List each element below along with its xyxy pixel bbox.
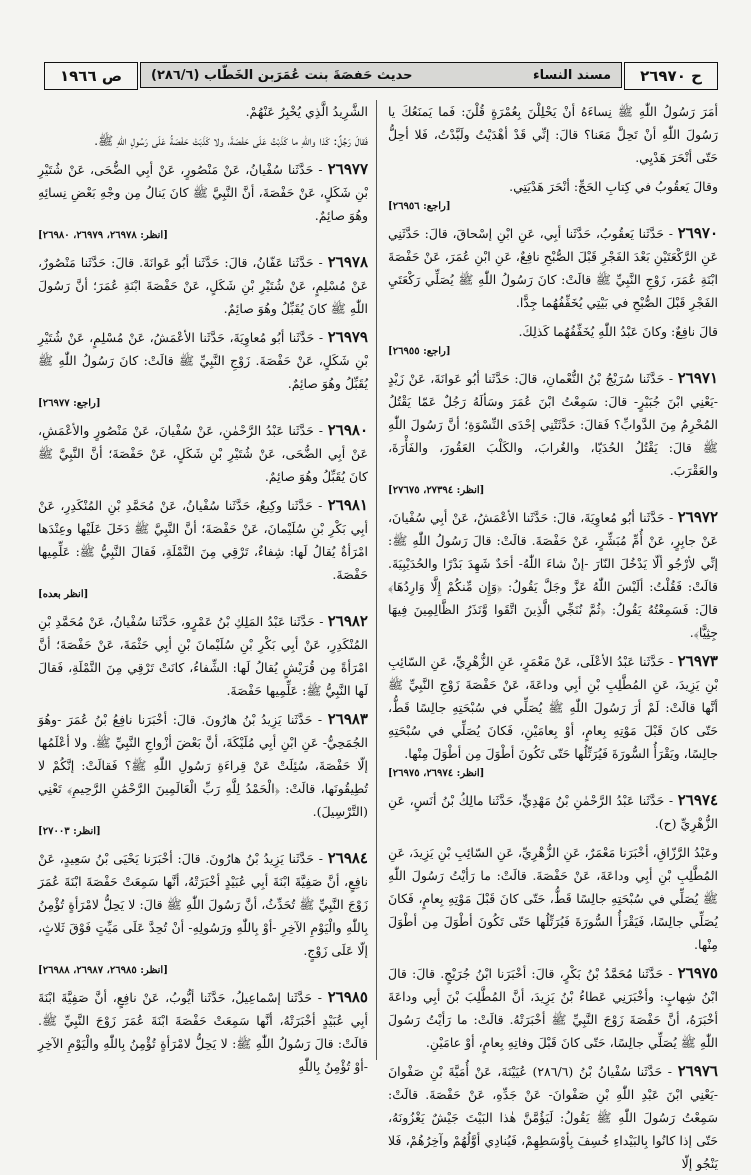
hadith-entry	[388, 841, 718, 956]
hadith-number: ٢٦٩٧٤	[677, 791, 719, 809]
hadith-number: ٢٦٩٨١	[327, 496, 368, 514]
cross-reference: [راجع: ٢٦٩٥٦]	[388, 201, 451, 212]
hadith-number: ٢٦٩٧٨	[327, 253, 369, 271]
hadith-text: حَدَّثَنا عَفّانُ، قالَ: حَدَّثَنا أبُو عَوانَةَ. قالَ: حَدَّثَنا مَنْصُورٌ، عَنْ مُسْلِمٍ، عَنْ شُتَيْرِ بْنِ شَكَلٍ، عَنْ حَفْصَةَ ابْنَةِ عُمَرَ؛ أنَّ رَسُولَ اللّٰهِ ﷺ كانَ يُقَبِّلُ وهُوَ صائِمٌ.	[38, 255, 368, 316]
hadith-text: حَدَّثَنا أبُو مُعاوِيَةَ، حَدَّثَنا الأعْمَشُ، عَنْ مُسْلِمٍ، عَنْ شُتَيْرِ بْنِ شَكَلٍ، عَنْ حَفْصَةَ. زَوْجِ النَّبِيِّ ﷺ قالَتْ: كانَ رَسُولُ اللّٰهِ ﷺ يُقَبِّلُ وهُوَ صائِمٌ.	[38, 330, 368, 391]
hadith-text: حَدَّثَنا عَبْدُ المَلِكِ بْنُ عَمْرٍو، حَدَّثَنا سُفْيانُ، عَنْ مُحَمَّدِ بْنِ المُنْكَدِرِ، عَنْ أبِي بَكْرِ بْنِ سُلَيْمانَ بْنِ أبِي حَثْمَةَ، عَنْ حَفْصَةَ؛ أنَّ امْرَأةً مِن قُرَيْشٍ يُقالُ لَها: الشِّفاءُ، كانَتْ تَرْقِي مِنَ النَّمْلَةِ، فَقالَ لَها النَّبِيُّ ﷺ: عَلِّمِيها حَفْصَةَ.	[38, 614, 368, 698]
hadith-entry: ٢٦٩٨٣ - حَدَّثَنا يَزِيدُ بْنُ هارُونَ. قالَ: أخْبَرَنا نافِعُ بْنُ عُمَرَ -وهُوَ الجُمَحِيُّ- عَنِ ابْنِ أبِي مُلَيْكَةَ، أنَّ بَعْضَ أزْواجِ النَّبِيِّ ﷺ. ولا أعْلَمُها إلّا حَفْصَةَ، سُئِلَتْ عَنْ قِراءَةِ رَسُولِ اللّٰهِ ﷺ؟ فَقالَتْ: إنَّكُمْ لا تُطِيقُونَها، قالَتْ: ﴿الْحَمْدُ لِلَّهِ رَبِّ الْعَالَمِينَ الرَّحْمَٰنِ الرَّحِيمِ﴾ تَعْنِي (التَّرْسِيلَ). [انظر: ٢٧٠٠٣]	[38, 708, 368, 841]
hadith-number: ٢٦٩٧٦	[677, 1062, 718, 1080]
left-column	[38, 100, 369, 1074]
hadith-text: حَدَّثَنا مُحَمَّدُ بْنُ بَكْرٍ، قالَ: أخْبَرَنا ابْنُ جُرَيْجٍ. قالَ: قالَ ابْنُ شِهابٍ: وأخْبَرَنِي عَطاءُ بْنُ يَزِيدَ، أنَّ المُطَّلِبَ بْنَ أبِي وداعَةَ أخْبَرَهُ، أنَّ حَفْصَةَ زَوْجَ النَّبِيِّ ﷺ أخْبَرَتْهُ. قالَتْ: ما رَأيْتُ رَسُولَ اللّٰهِ ﷺ يُصَلِّي جالِسًا، حَتّى كانَ قَبْلَ وفاتِهِ بِعامٍ، أوْ عامَيْنِ.	[388, 966, 718, 1050]
hadith-entry	[388, 175, 718, 216]
hadith-entry: ٢٦٩٧٧ - حَدَّثَنا سُفْيانُ، عَنْ مَنْصُورٍ، عَنْ أبِي الضُّحَى، عَنْ شُتَيْرِ بْنِ شَكَلٍ، عَنْ حَفْصَةَ، أنَّ النَّبِيَّ ﷺ كانَ يَنالُ مِن وجْهِ بَعْضِ نِسائِهِ وهُوَ صائِمٌ. [انظر: ٢٦٩٧٨، ٢٦٩٧٩، ٢٦٩٨٠]	[38, 158, 368, 245]
header-section: حديث حَفصَةَ بنت عُمَرَبن الخَطّاب (٢٨٦/٦)	[151, 67, 413, 83]
hadith-entry: ٢٦٩٧٢ - حَدَّثَنا أبُو مُعاوِيَةَ، قالَ: حَدَّثَنا الأعْمَشُ، عَنْ أبِي سُفْيانَ، عَنْ جابِرٍ، عَنْ أُمِّ مُبَشِّرٍ، عَنْ حَفْصَةَ. قالَتْ: قالَ رَسُولُ اللّٰهِ ﷺ: إنِّي لأرْجُو ألّا يَدْخُلَ النّارَ -إنْ شاءَ اللّٰهُ- أحَدٌ شَهِدَ بَدْرًا والحُدَيْبِيَةَ. قالَتْ: فَقُلْتُ: ألَيْسَ اللّٰهُ عَزَّ وجَلَّ يَقُولُ: ﴿وَإِن مِّنكُمْ إِلَّا وَارِدُهَا﴾ قالَ: فَسَمِعْتُهُ يَقُولُ: ﴿ثُمَّ نُنَجِّي الَّذِينَ اتَّقَوا وَّنَذَرُ الظَّالِمِينَ فِيهَا جِثِيًّا﴾.	[388, 508, 719, 640]
hadith-text: حَدَّثَنا عَبْدُ الرَّحْمٰنِ، عَنْ سُفْيانَ، عَنْ مَنْصُورٍ والأعْمَشِ، عَنْ أبِي الضُّحَى، عَنْ شُتَيْرِ بْنِ شَكَلٍ، عَنْ حَفْصَةَ؛ أنَّ النَّبِيَّ ﷺ كانَ يُقَبِّلُ وهُوَ صائِمٌ.	[38, 423, 368, 484]
header-hadith-number: ح ٢٦٩٧٠	[624, 62, 718, 90]
hadith-entry: ٢٦٩٨٤ - حَدَّثَنا يَزِيدُ بْنُ هارُونَ. قالَ: أخْبَرَنا يَحْيَى بْنُ سَعِيدٍ، عَنْ نافِعٍ، أنَّ صَفِيَّةَ ابْنَةَ أبِي عُبَيْدٍ أخْبَرَتْهُ، أنَّها سَمِعَتْ حَفْصَةَ ابْنَةَ عُمَرَ زَوْجَ النَّبِيِّ ﷺ تُحَدِّثُ، أنَّ رَسُولَ اللّٰهِ ﷺ قالَ: لا يَحِلُّ لامْرَأةٍ تُؤْمِنُ بِاللّٰهِ والْيَوْمِ الآخِرِ -أوْ بِاللّٰهِ ورَسُولِهِ- أنْ تُحِدَّ عَلَى مَيِّتٍ فَوْقَ ثَلاثٍ، إلّا عَلَى زَوْجٍ. [انظر: ٢٦٩٨٥، ٢٦٩٨٧، ٢٦٩٨٨]	[38, 847, 368, 980]
cross-reference: [انظر: ٢٦٩٨٥، ٢٦٩٨٧، ٢٦٩٨٨]	[38, 965, 168, 976]
hadith-text: فَقالَ رَجُلٌ: كَذا واللّٰهِ ما كَذَبْتُ عَلَى حَفْصَةَ، ولا كَذَبَتْ حَفْصَةُ عَلَى رَسُولِ اللّٰهِ ﷺ.	[94, 133, 368, 148]
column-divider	[376, 100, 377, 1060]
hadith-number: ٢٦٩٨٤	[327, 849, 368, 867]
hadith-text: حَدَّثَنا عَبْدُ الأعْلَى، عَنْ مَعْمَرٍ، عَنِ الزُّهْرِيِّ، عَنِ السّائِبِ بْنِ يَزِيدَ، عَنِ المُطَّلِبِ بْنِ أبِي وداعَةَ، عَنْ حَفْصَةَ زَوْجِ النَّبِيِّ ﷺ أنَّها قالَتْ: لَمْ أرَ رَسُولَ اللّٰهِ ﷺ يُصَلِّي في سُبْحَتِهِ جالِسًا قَطُّ، حَتّى كانَ قَبْلَ مَوْتِهِ بِعامٍ، أوْ بِعامَيْنِ، فَكانَ يُصَلِّي في سُبْحَتِهِ جالِسًا، ويَقْرَأُ السُّورَةَ فَيُرَتِّلُها حَتّى تَكُونَ أطْوَلَ مِن أطْوَلَ مِنْها.	[388, 654, 718, 761]
hadith-number: ٢٦٩٧١	[677, 369, 719, 387]
hadith-entry: ٢٦٩٧٠ - حَدَّثَنا يَعقُوبُ، حَدَّثَنا أبِي، عَنِ ابْنِ إسْحاقَ، قالَ: حَدَّثَنِي عَنِ الرَّكْعَتَيْنِ بَعْدَ الفَجْرِ قَبْلَ الصُّبْحِ نافِعٌ، عَنِ ابْنِ عُمَرَ، عَنْ حَفْصَةَ ابْنَةِ عُمَرَ، زَوْجِ النَّبِيِّ ﷺ قالَتْ: كانَ رَسُولُ اللّٰهِ ﷺ يُصَلِّي رَكْعَتَيِ الفَجْرِ قَبْلَ الصُّبْحِ في بَيْتِي يُخَفِّفُهُما جِدًّا.	[388, 224, 719, 310]
hadith-entry	[38, 100, 368, 123]
hadith-entry	[38, 129, 368, 152]
hadith-number: ٢٦٩٧٢	[677, 508, 719, 526]
hadith-entry: ٢٦٩٨٢ - حَدَّثَنا عَبْدُ المَلِكِ بْنُ عَمْرٍو، حَدَّثَنا سُفْيانُ، عَنْ مُحَمَّدِ بْنِ المُنْكَدِرِ، عَنْ أبِي بَكْرِ بْنِ سُلَيْمانَ بْنِ أبِي حَثْمَةَ، عَنْ حَفْصَةَ؛ أنَّ امْرَأةً مِن قُرَيْشٍ يُقالُ لَها: الشِّفاءُ، كانَتْ تَرْقِي مِنَ النَّمْلَةِ، فَقالَ لَها النَّبِيُّ ﷺ: عَلِّمِيها حَفْصَةَ.	[38, 612, 368, 698]
hadith-number: ٢٦٩٧٥	[677, 964, 718, 982]
cross-reference: [انظر: ٢٧٣٩٤، ٢٧٦٧٥]	[388, 485, 485, 496]
hadith-number: ٢٦٩٧٠	[677, 224, 719, 242]
hadith-entry: ٢٦٩٧٨ - حَدَّثَنا عَفّانُ، قالَ: حَدَّثَنا أبُو عَوانَةَ. قالَ: حَدَّثَنا مَنْصُورٌ، عَنْ مُسْلِمٍ، عَنْ شُتَيْرِ بْنِ شَكَلٍ، عَنْ حَفْصَةَ ابْنَةِ عُمَرَ؛ أنَّ رَسُولَ اللّٰهِ ﷺ كانَ يُقَبِّلُ وهُوَ صائِمٌ.	[38, 253, 369, 316]
cross-reference: [انظر: ٢٦٩٧٤، ٢٦٩٧٥]	[388, 768, 485, 779]
hadith-entry: ٢٦٩٧١ - حَدَّثَنا سُرَيْجُ بْنُ النُّعْمانِ، قالَ: حَدَّثَنا أبُو عَوانَةَ، عَنْ زَيْدٍ -يَعْنِي ابْنَ جُبَيْرٍ- قالَ: سَمِعْتُ ابْنَ عُمَرَ وسَألَهُ رَجُلٌ عَمّا يَقْتُلُ المُحْرِمُ مِنَ الدَّوابِّ؟ فَقالَ: حَدَّثَتْنِي إحْدَى النِّسْوَةِ؛ أنَّ رَسُولَ اللّٰهِ ﷺ قالَ: يَقْتُلُ الحُدَيّا، والغُرابَ، والكَلْبَ العَقُورَ، والفَأْرَةَ، والعَقْرَبَ. [انظر: ٢٧٣٩٤، ٢٧٦٧٥]	[388, 367, 718, 500]
hadith-text: حَدَّثَنا إسْماعِيلُ، حَدَّثَنا أيُّوبُ، عَنْ نافِعٍ، أنَّ صَفِيَّةَ ابْنَةَ أبِي عُبَيْدٍ أخْبَرَتْهُ، أنَّها سَمِعَتْ حَفْصَةَ ابْنَةَ عُمَرَ زَوْجَ النَّبِيِّ ﷺ. قالَتْ: قالَ رَسُولُ اللّٰهِ ﷺ: لا يَحِلُّ لامْرَأةٍ تُؤْمِنُ بِاللّٰهِ والْيَوْمِ الآخِرِ -أوْ تُؤْمِنُ بِاللّٰهِ	[38, 990, 368, 1074]
hadith-number: ٢٦٩٧٧	[327, 160, 369, 178]
hadith-number: ٢٦٩٨٣	[327, 710, 368, 728]
hadith-entry: ٢٦٩٧٤ - حَدَّثَنا عَبْدُ الرَّحْمٰنِ بْنُ مَهْدِيٍّ، حَدَّثَنا مالِكُ بْنُ أنَسٍ، عَنِ الزُّهْرِيِّ (ح).	[388, 791, 719, 831]
header-book: مسند النساء	[532, 67, 611, 83]
right-column	[388, 100, 719, 1171]
hadith-entry: ٢٦٩٧٩ - حَدَّثَنا أبُو مُعاوِيَةَ، حَدَّثَنا الأعْمَشُ، عَنْ مُسْلِمٍ، عَنْ شُتَيْرِ بْنِ شَكَلٍ، عَنْ حَفْصَةَ. زَوْجِ النَّبِيِّ ﷺ قالَتْ: كانَ رَسُولُ اللّٰهِ ﷺ يُقَبِّلُ وهُوَ صائِمٌ. [راجع: ٢٦٩٧٧]	[38, 326, 368, 413]
cross-reference: [انظر بعده]	[38, 589, 89, 600]
hadith-number: ٢٦٩٨٢	[327, 612, 368, 630]
hadith-text: وقالَ يَعقُوبُ في كِتابِ الحَجِّ: أنْحَرَ هَدْيَتِي.	[509, 179, 718, 194]
hadith-number: ٢٦٩٨٠	[327, 421, 369, 439]
cross-reference: [انظر: ٢٦٩٧٨، ٢٦٩٧٩، ٢٦٩٨٠]	[38, 230, 168, 241]
cross-reference: [انظر: ٢٧٠٠٣]	[38, 826, 101, 837]
hadith-text: حَدَّثَنا عَبْدُ الرَّحْمٰنِ بْنُ مَهْدِيٍّ، حَدَّثَنا مالِكُ بْنُ أنَسٍ، عَنِ الزُّهْرِيِّ (ح).	[388, 793, 718, 831]
hadith-entry	[388, 100, 718, 169]
header-page-number: ص ١٩٦٦	[44, 62, 138, 90]
hadith-text: الشَّرِيدُ الَّذِي يُخْبِرُ عَنْهُمْ.	[245, 104, 368, 119]
hadith-text: حَدَّثَنا سُفْيانُ، عَنْ مَنْصُورٍ، عَنْ أبِي الضُّحَى، عَنْ شُتَيْرِ بْنِ شَكَلٍ، عَنْ حَفْصَةَ، أنَّ النَّبِيَّ ﷺ كانَ يَنالُ مِن وجْهِ بَعْضِ نِسائِهِ وهُوَ صائِمٌ.	[38, 162, 368, 223]
hadith-entry: ٢٦٩٨٥ - حَدَّثَنا إسْماعِيلُ، حَدَّثَنا أيُّوبُ، عَنْ نافِعٍ، أنَّ صَفِيَّةَ ابْنَةَ أبِي عُبَيْدٍ أخْبَرَتْهُ، أنَّها سَمِعَتْ حَفْصَةَ ابْنَةَ عُمَرَ زَوْجَ النَّبِيِّ ﷺ. قالَتْ: قالَ رَسُولُ اللّٰهِ ﷺ: لا يَحِلُّ لامْرَأةٍ تُؤْمِنُ بِاللّٰهِ والْيَوْمِ الآخِرِ -أوْ تُؤْمِنُ بِاللّٰهِ	[38, 988, 368, 1074]
header-title-bar	[140, 62, 622, 88]
hadith-text: حَدَّثَنا يَزِيدُ بْنُ هارُونَ. قالَ: أخْبَرَنا نافِعُ بْنُ عُمَرَ -وهُوَ الجُمَحِيُّ- عَنِ ابْنِ أبِي مُلَيْكَةَ، أنَّ بَعْضَ أزْواجِ النَّبِيِّ ﷺ. ولا أعْلَمُها إلّا حَفْصَةَ، سُئِلَتْ عَنْ قِراءَةِ رَسُولِ اللّٰهِ ﷺ؟ فَقالَتْ: إنَّكُمْ لا تُطِيقُونَها، قالَتْ: ﴿الْحَمْدُ لِلَّهِ رَبِّ الْعَالَمِينَ الرَّحْمَٰنِ الرَّحِيمِ﴾ تَعْنِي (التَّرْسِيلَ).	[38, 712, 368, 819]
header-volume-ref: (٢٨٦/٦)	[151, 67, 200, 83]
hadith-entry: ٢٦٩٧٣ - حَدَّثَنا عَبْدُ الأعْلَى، عَنْ مَعْمَرٍ، عَنِ الزُّهْرِيِّ، عَنِ السّائِبِ بْنِ يَزِيدَ، عَنِ المُطَّلِبِ بْنِ أبِي وداعَةَ، عَنْ حَفْصَةَ زَوْجِ النَّبِيِّ ﷺ أنَّها قالَتْ: لَمْ أرَ رَسُولَ اللّٰهِ ﷺ يُصَلِّي في سُبْحَتِهِ جالِسًا قَطُّ، حَتّى كانَ قَبْلَ مَوْتِهِ بِعامٍ، أوْ بِعامَيْنِ، فَكانَ يُصَلِّي في سُبْحَتِهِ جالِسًا، ويَقْرَأُ السُّورَةَ فَيُرَتِّلُها حَتّى تَكُونَ أطْوَلَ مِن أطْوَلَ مِنْها. [انظر: ٢٦٩٧٤، ٢٦٩٧٥]	[388, 650, 718, 783]
hadith-entry: ٢٦٩٧٦ - حَدَّثَنا سُفْيانُ بْنُ (٢٨٦/٦) عُيَيْنَةَ، عَنْ أُمَيَّةَ بْنِ صَفْوانَ -يَعْنِي ابْنَ عَبْدِ اللّٰهِ بْنِ صَفْوانَ- عَنْ جَدِّهِ، عَنْ حَفْصَةَ. قالَتْ: سَمِعْتُ رَسُولَ اللّٰهِ ﷺ يَقُولُ: لَيَؤُمَّنَّ هٰذا البَيْتَ جَيْشٌ يَغْزُونَهُ، حَتّى إذا كانُوا بِالبَيْداءِ خُسِفَ بِأوْسَطِهِمْ، فَيُنادِي أوَّلُهُمْ وآخِرُهُمْ، فَلا يَنْجُو إلّا	[388, 1062, 718, 1171]
hadith-text: حَدَّثَنا أبُو مُعاوِيَةَ، قالَ: حَدَّثَنا الأعْمَشُ، عَنْ أبِي سُفْيانَ، عَنْ جابِرٍ، عَنْ أُمِّ مُبَشِّرٍ، عَنْ حَفْصَةَ. قالَتْ: قالَ رَسُولُ اللّٰهِ ﷺ: إنِّي لأرْجُو ألّا يَدْخُلَ النّارَ -إنْ شاءَ اللّٰهُ- أحَدٌ شَهِدَ بَدْرًا والحُدَيْبِيَةَ. قالَتْ: فَقُلْتُ: ألَيْسَ اللّٰهُ عَزَّ وجَلَّ يَقُولُ: ﴿وَإِن مِّنكُمْ إِلَّا وَارِدُهَا﴾ قالَ: فَسَمِعْتُهُ يَقُولُ: ﴿ثُمَّ نُنَجِّي الَّذِينَ اتَّقَوا وَّنَذَرُ الظَّالِمِينَ فِيهَا جِثِيًّا﴾.	[388, 510, 718, 640]
hadith-text: حَدَّثَنا وكِيعٌ، حَدَّثَنا سُفْيانُ، عَنْ مُحَمَّدِ بْنِ المُنْكَدِرِ، عَنْ أبِي بَكْرِ بْنِ سُلَيْمانَ، عَنْ حَفْصَةَ؛ أنَّ النَّبِيَّ ﷺ دَخَلَ عَلَيْها وعِنْدَها امْرَأةٌ يُقالُ لَها: شِفاءٌ، تَرْقِي مِنَ النَّمْلَةِ، فَقالَ النَّبِيُّ ﷺ: عَلِّمِيها حَفْصَةَ.	[38, 498, 368, 582]
hadith-text: قالَ نافِعٌ: وكانَ عَبْدُ اللّٰهِ يُخَفِّفُهُما كَذلِكَ.	[518, 324, 718, 339]
hadith-text: حَدَّثَنا سُرَيْجُ بْنُ النُّعْمانِ، قالَ: حَدَّثَنا أبُو عَوانَةَ، عَنْ زَيْدٍ -يَعْنِي ابْنَ جُبَيْرٍ- قالَ: سَمِعْتُ ابْنَ عُمَرَ وسَألَهُ رَجُلٌ عَمّا يَقْتُلُ المُحْرِمُ مِنَ الدَّوابِّ؟ فَقالَ: حَدَّثَتْنِي إحْدَى النِّسْوَةِ؛ أنَّ رَسُولَ اللّٰهِ ﷺ قالَ: يَقْتُلُ الحُدَيّا، والغُرابَ، والكَلْبَ العَقُورَ، والفَأْرَةَ، والعَقْرَبَ.	[388, 371, 718, 478]
hadith-text: حَدَّثَنا سُفْيانُ بْنُ (٢٨٦/٦) عُيَيْنَةَ، عَنْ أُمَيَّةَ بْنِ صَفْوانَ -يَعْنِي ابْنَ عَبْدِ اللّٰهِ بْنِ صَفْوانَ- عَنْ جَدِّهِ، عَنْ حَفْصَةَ. قالَتْ: سَمِعْتُ رَسُولَ اللّٰهِ ﷺ يَقُولُ: لَيَؤُمَّنَّ هٰذا البَيْتَ جَيْشٌ يَغْزُونَهُ، حَتّى إذا كانُوا بِالبَيْداءِ خُسِفَ بِأوْسَطِهِمْ، فَيُنادِي أوَّلُهُمْ وآخِرُهُمْ، فَلا يَنْجُو إلّا	[388, 1064, 718, 1171]
page-header	[44, 58, 718, 92]
hadith-entry: ٢٦٩٨١ - حَدَّثَنا وكِيعٌ، حَدَّثَنا سُفْيانُ، عَنْ مُحَمَّدِ بْنِ المُنْكَدِرِ، عَنْ أبِي بَكْرِ بْنِ سُلَيْمانَ، عَنْ حَفْصَةَ؛ أنَّ النَّبِيَّ ﷺ دَخَلَ عَلَيْها وعِنْدَها امْرَأةٌ يُقالُ لَها: شِفاءٌ، تَرْقِي مِنَ النَّمْلَةِ، فَقالَ النَّبِيُّ ﷺ: عَلِّمِيها حَفْصَةَ. [انظر بعده]	[38, 494, 368, 604]
hadith-text: حَدَّثَنا يَعقُوبُ، حَدَّثَنا أبِي، عَنِ ابْنِ إسْحاقَ، قالَ: حَدَّثَنِي عَنِ الرَّكْعَتَيْنِ بَعْدَ الفَجْرِ قَبْلَ الصُّبْحِ نافِعٌ، عَنِ ابْنِ عُمَرَ، عَنْ حَفْصَةَ ابْنَةِ عُمَرَ، زَوْجِ النَّبِيِّ ﷺ قالَتْ: كانَ رَسُولُ اللّٰهِ ﷺ يُصَلِّي رَكْعَتَيِ الفَجْرِ قَبْلَ الصُّبْحِ في بَيْتِي يُخَفِّفُهُما جِدًّا.	[388, 226, 718, 310]
hadith-entry: ٢٦٩٨٠ - حَدَّثَنا عَبْدُ الرَّحْمٰنِ، عَنْ سُفْيانَ، عَنْ مَنْصُورٍ والأعْمَشِ، عَنْ أبِي الضُّحَى، عَنْ شُتَيْرِ بْنِ شَكَلٍ، عَنْ حَفْصَةَ؛ أنَّ النَّبِيَّ ﷺ كانَ يُقَبِّلُ وهُوَ صائِمٌ.	[38, 421, 369, 484]
hadith-entry	[388, 320, 718, 361]
hadith-entry: ٢٦٩٧٥ - حَدَّثَنا مُحَمَّدُ بْنُ بَكْرٍ، قالَ: أخْبَرَنا ابْنُ جُرَيْجٍ. قالَ: قالَ ابْنُ شِهابٍ: وأخْبَرَنِي عَطاءُ بْنُ يَزِيدَ، أنَّ المُطَّلِبَ بْنَ أبِي وداعَةَ أخْبَرَهُ، أنَّ حَفْصَةَ زَوْجَ النَّبِيِّ ﷺ أخْبَرَتْهُ. قالَتْ: ما رَأيْتُ رَسُولَ اللّٰهِ ﷺ يُصَلِّي جالِسًا، حَتّى كانَ قَبْلَ وفاتِهِ بِعامٍ، أوْ عامَيْنِ.	[388, 964, 718, 1050]
hadith-number: ٢٦٩٧٩	[327, 328, 368, 346]
cross-reference: [راجع: ٢٦٩٧٧]	[38, 398, 101, 409]
hadith-number: ٢٦٩٨٥	[327, 988, 368, 1006]
hadith-text: حَدَّثَنا يَزِيدُ بْنُ هارُونَ. قالَ: أخْبَرَنا يَحْيَى بْنُ سَعِيدٍ، عَنْ نافِعٍ، أنَّ صَفِيَّةَ ابْنَةَ أبِي عُبَيْدٍ أخْبَرَتْهُ، أنَّها سَمِعَتْ حَفْصَةَ ابْنَةَ عُمَرَ زَوْجَ النَّبِيِّ ﷺ تُحَدِّثُ، أنَّ رَسُولَ اللّٰهِ ﷺ قالَ: لا يَحِلُّ لامْرَأةٍ تُؤْمِنُ بِاللّٰهِ والْيَوْمِ الآخِرِ -أوْ بِاللّٰهِ ورَسُولِهِ- أنْ تُحِدَّ عَلَى مَيِّتٍ فَوْقَ ثَلاثٍ، إلّا عَلَى زَوْجٍ.	[38, 851, 368, 958]
hadith-number: ٢٦٩٧٣	[677, 652, 718, 670]
hadith-text: أمَرَ رَسُولُ اللّٰهِ ﷺ نِساءَهُ أنْ يَحْلِلْنَ بِعُمْرَةٍ قُلْنَ: فَما يَمنَعُكَ يا رَسُولَ اللّٰهِ أنْ تَحِلَّ مَعَنا؟ قالَ: إنِّي قَدْ أهْدَيْتُ ولَبَّدْتُ، فَلا أحِلُّ حَتّى أنْحَرَ هَدْيِي.	[388, 104, 718, 165]
cross-reference: [راجع: ٢٦٩٥٥]	[388, 346, 451, 357]
hadith-text: وعَبْدُ الرَّزّاقِ، أخْبَرَنا مَعْمَرٌ، عَنِ الزُّهْرِيِّ، عَنِ السّائِبِ بْنِ يَزِيدَ، عَنِ المُطَّلِبِ بْنِ أبِي وداعَةَ، عَنْ حَفْصَةَ. قالَتْ: ما رَأيْتُ رَسُولَ اللّٰهِ ﷺ يُصَلِّي في سُبْحَتِهِ جالِسًا قَطُّ، حَتّى كانَ قَبْلَ مَوْتِهِ بِعامٍ، فَكانَ يُصَلِّي جالِسًا، فَيَقْرَأُ السُّورَةَ فَيُرَتِّلُها حَتّى تَكُونَ أطْوَلَ مِن أطْوَلَ مِنْها.	[388, 845, 718, 952]
